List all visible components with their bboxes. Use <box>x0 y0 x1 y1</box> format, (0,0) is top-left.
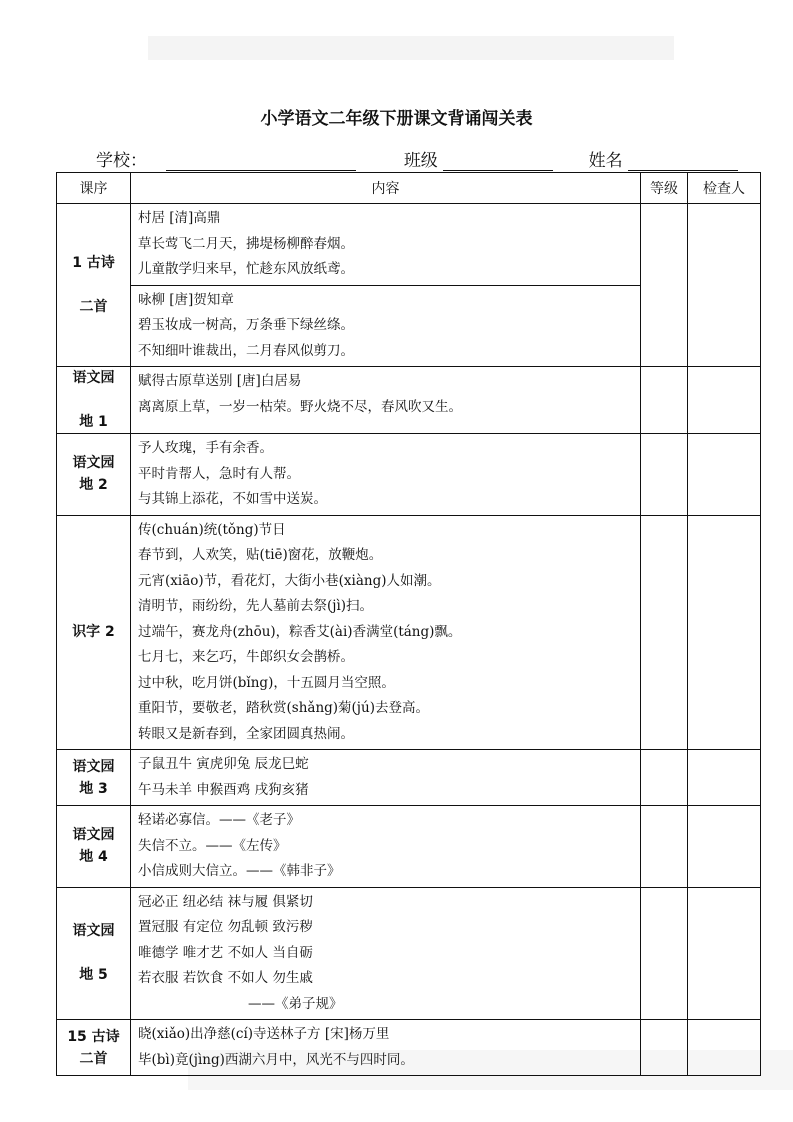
lesson-label-line: 二首 <box>79 299 108 315</box>
grade-cell[interactable] <box>641 1020 688 1076</box>
faded-header-strip <box>148 36 674 60</box>
content-line: 传(chuán)统(tǒng)节日 <box>138 521 286 538</box>
content-line: 碧玉妆成一树高，万条垂下绿丝绦。 <box>138 317 354 333</box>
content-line: 失信不立。——《左传》 <box>138 837 287 854</box>
table-header-row <box>57 173 761 204</box>
checker-cell[interactable] <box>688 887 761 1020</box>
grade-cell[interactable] <box>641 515 688 750</box>
content-line: 与其锦上添花，不如雪中送炭。 <box>138 491 327 507</box>
lesson-label <box>57 515 131 750</box>
school-field[interactable] <box>166 152 356 171</box>
content-line: 过中秋，吃月饼(bǐng)，十五圆月当空照。 <box>138 674 395 691</box>
content-line: 若衣服 若饮食 不如人 勿生戚 <box>138 970 313 986</box>
checker-cell[interactable] <box>688 367 761 434</box>
content-line: 子鼠丑牛 寅虎卯兔 辰龙巳蛇 <box>138 756 309 772</box>
header-content: 内容 <box>131 173 641 204</box>
grade-cell[interactable] <box>641 204 688 367</box>
lesson-label-line: 地 1 <box>79 414 108 430</box>
checker-cell[interactable] <box>688 515 761 750</box>
content-cell <box>131 1020 641 1076</box>
header-checker: 检查人 <box>688 173 761 204</box>
content-line: 春节到，人欢笑，贴(tiē)窗花，放鞭炮。 <box>138 547 383 563</box>
lesson-label <box>57 367 131 434</box>
checker-cell[interactable] <box>688 434 761 516</box>
info-line <box>96 146 738 171</box>
lesson-label-line <box>57 942 130 964</box>
checker-cell[interactable] <box>688 750 761 806</box>
content-cell <box>131 887 641 1020</box>
content-line: 村居 [清]高鼎 <box>138 210 221 226</box>
grade-cell[interactable] <box>641 806 688 888</box>
content-line: 元宵(xiāo)节，看花灯，大街小巷(xiàng)人如潮。 <box>138 572 441 589</box>
content-line: 重阳节，要敬老，踏秋赏(shǎng)菊(jú)去登高。 <box>138 700 429 716</box>
content-line: 七月七，来乞巧，牛郎织女会鹊桥。 <box>138 649 354 665</box>
lesson-label <box>57 806 131 888</box>
content-line: 轻诺必寡信。——《老子》 <box>138 812 300 828</box>
content-line: 小信成则大信立。——《韩非子》 <box>138 863 341 879</box>
page-title: 小学语文二年级下册课文背诵闯关表 <box>260 109 533 129</box>
table-row <box>57 750 761 806</box>
lesson-label-line: 地 2 <box>79 477 108 494</box>
lesson-label-line: 15 古诗 <box>67 1028 120 1045</box>
lesson-label <box>57 1020 131 1076</box>
table-row <box>57 367 761 434</box>
lesson-label-line: 地 5 <box>79 967 108 984</box>
lesson-label-line <box>57 389 130 411</box>
lesson-label-line: 语文园 <box>72 455 115 472</box>
content-line: 冠必正 纽必结 袜与履 俱紧切 <box>138 893 313 910</box>
content-line: 转眼又是新春到，全家团圆真热闹。 <box>138 725 354 742</box>
content-line: 不知细叶谁裁出，二月春风似剪刀。 <box>138 342 354 359</box>
content-cell <box>131 515 641 750</box>
grade-cell[interactable] <box>641 750 688 806</box>
content-line: 过端午，赛龙舟(zhōu)，粽香艾(ài)香满堂(táng)飘。 <box>138 623 462 640</box>
table-row <box>57 1020 761 1076</box>
lesson-label <box>57 204 131 367</box>
content-cell <box>131 285 641 367</box>
lesson-label-line: 语文园 <box>72 370 115 386</box>
table-row <box>57 434 761 516</box>
content-cell <box>131 367 641 434</box>
content-line: 平时肯帮人，急时有人帮。 <box>138 465 300 482</box>
content-cell <box>131 434 641 516</box>
table-row <box>57 515 761 750</box>
content-line: 离离原上草，一岁一枯荣。野火烧不尽，春风吹又生。 <box>138 398 462 415</box>
content-line: 置冠服 有定位 勿乱顿 致污秽 <box>138 919 313 935</box>
lesson-label-line: 地 4 <box>79 849 108 866</box>
grade-cell[interactable] <box>641 434 688 516</box>
content-line: 草长莺飞二月天，拂堤杨柳醉春烟。 <box>138 235 354 252</box>
recitation-table <box>56 172 761 1076</box>
grade-cell[interactable] <box>641 367 688 434</box>
name-label: 姓名 <box>588 151 623 171</box>
class-field[interactable] <box>443 152 553 171</box>
content-line: 清明节，雨纷纷，先人墓前去祭(jì)扫。 <box>138 598 374 614</box>
lesson-label-line <box>57 274 130 296</box>
name-field[interactable] <box>628 152 738 171</box>
content-cell <box>131 204 641 286</box>
lesson-label-line: 语文园 <box>72 923 115 940</box>
content-line: 儿童散学归来早，忙趁东风放纸鸢。 <box>138 261 354 277</box>
content-line: 咏柳 [唐]贺知章 <box>138 291 234 308</box>
lesson-label <box>57 434 131 516</box>
checker-cell[interactable] <box>688 1020 761 1076</box>
content-cell <box>131 806 641 888</box>
checker-cell[interactable] <box>688 806 761 888</box>
checker-cell[interactable] <box>688 204 761 367</box>
lesson-label-line: 识字 2 <box>72 624 115 641</box>
lesson-label-line: 语文园 <box>72 758 115 775</box>
table-row <box>57 806 761 888</box>
content-line: 午马未羊 申猴酉鸡 戌狗亥猪 <box>138 781 309 798</box>
lesson-label <box>57 887 131 1020</box>
table-row <box>57 204 761 286</box>
content-line: 赋得古原草送别 [唐]白居易 <box>138 373 302 389</box>
content-line: ——《弟子规》 <box>248 995 343 1012</box>
header-lesson: 课序 <box>57 173 131 204</box>
grade-cell[interactable] <box>641 887 688 1020</box>
lesson-label <box>57 750 131 806</box>
lesson-label-line: 语文园 <box>72 827 115 844</box>
lesson-label-line: 二首 <box>79 1050 108 1067</box>
school-label: 学校： <box>96 151 147 171</box>
content-line: 晓(xiǎo)出净慈(cí)寺送林子方 [宋]杨万里 <box>138 1026 390 1042</box>
lesson-label-line: 地 3 <box>79 780 108 797</box>
content-line: 予人玫瑰，手有余香。 <box>138 440 273 456</box>
header-grade: 等级 <box>641 173 688 204</box>
content-line: 毕(bì)竟(jìng)西湖六月中，风光不与四时同。 <box>138 1051 414 1068</box>
content-cell <box>131 750 641 806</box>
content-line: 唯德学 唯才艺 不如人 当自砺 <box>138 944 313 961</box>
class-label: 班级 <box>403 151 438 171</box>
table-row <box>57 887 761 1020</box>
lesson-label-line: 1 古诗 <box>72 255 115 271</box>
